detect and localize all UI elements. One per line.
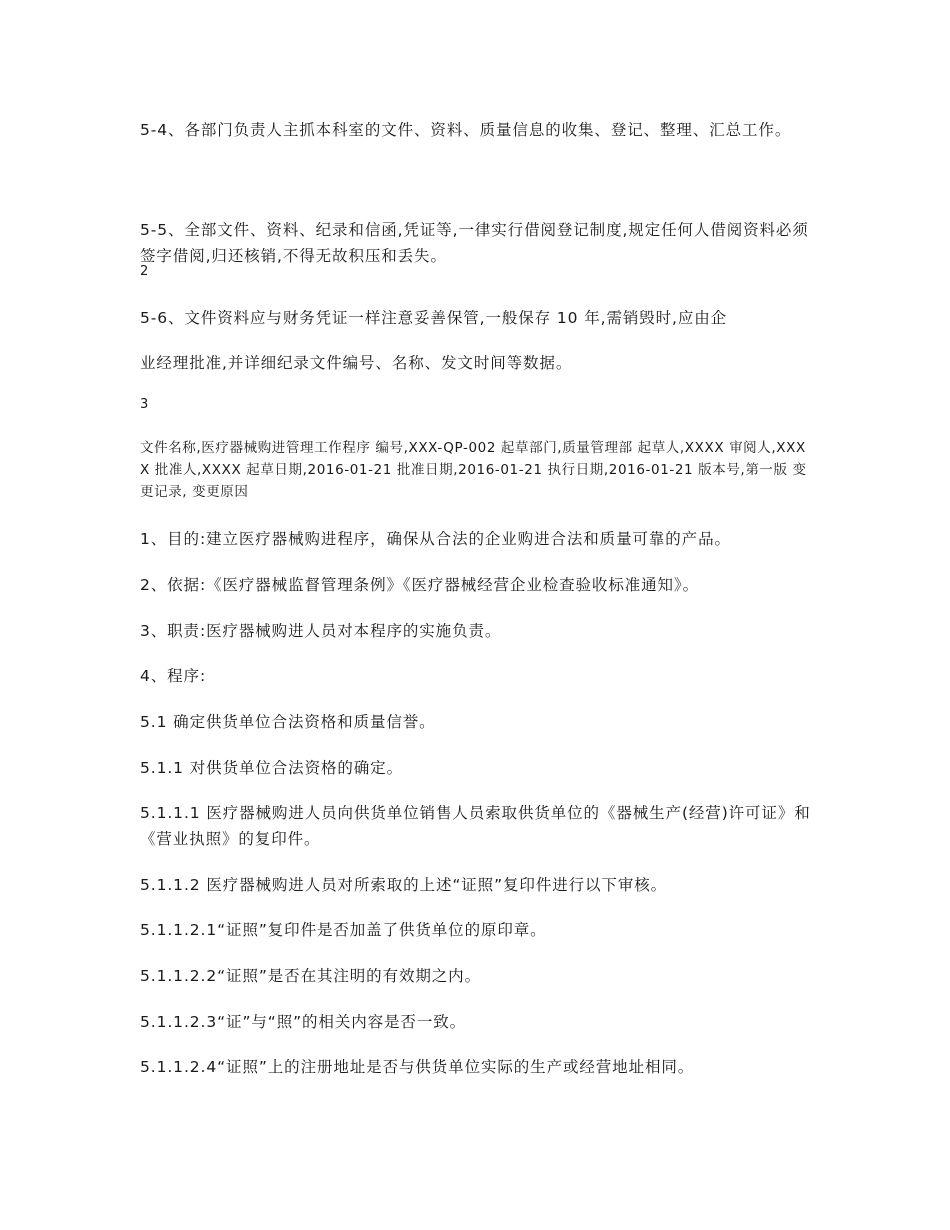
section-1-purpose: 1、目的:建立医疗器械购进程序，确保从合法的企业购进合法和质量可靠的产品。 [140, 530, 731, 548]
section-5-1-1-1: 5.1.1.1 医疗器械购进人员向供货单位销售人员索取供货单位的《器械生产(经营)许可证》和《营业执照》的复印件。 [140, 804, 811, 848]
section-5-1-1-2-2: 5.1.1.2.2“证照”是否在其注明的有效期之内。 [140, 967, 481, 985]
section-2-basis: 2、依据:《医疗器械监督管理条例》《医疗器械经营企业检查验收标准通知》。 [140, 576, 699, 594]
document-header-info: 文件名称,医疗器械购进管理工作程序 编号,XXX-QP-002 起草部门,质量管理部 起草人,XXXX 审阅人,XXXX 批准人,XXXX 起草日期,2016-01-21 批准日期,2016-01-21 执行日期,2016-01-21 版本号,第一版 变更记录, 变更原因 [140, 440, 807, 500]
paragraph-5-6-line-2: 业经理批准,并详细纪录文件编号、名称、发文时间等数据。 [140, 354, 573, 372]
paragraph-5-5: 5-5、全部文件、资料、纪录和信函,凭证等,一律实行借阅登记制度,规定任何人借阅资料必须签字借阅,归还核销,不得无故积压和丢失。 [140, 221, 809, 265]
page-number-3: 3 [140, 397, 149, 412]
section-3-responsibility: 3、职责:医疗器械购进人员对本程序的实施负责。 [140, 622, 502, 640]
section-5-1-1-2: 5.1.1.2 医疗器械购进人员对所索取的上述“证照”复印件进行以下审核。 [140, 876, 668, 894]
section-5-1-1-2-1: 5.1.1.2.1“证照”复印件是否加盖了供货单位的原印章。 [140, 921, 547, 939]
paragraph-5-4: 5-4、各部门负责人主抓本科室的文件、资料、质量信息的收集、登记、整理、汇总工作。 [140, 121, 792, 139]
page-number-2: 2 [140, 264, 149, 279]
section-5-1-1-2-3: 5.1.1.2.3“证”与“照”的相关内容是否一致。 [140, 1013, 467, 1031]
section-5-1: 5.1 确定供货单位合法资格和质量信誉。 [140, 713, 436, 731]
section-5-1-1-2-4: 5.1.1.2.4“证照”上的注册地址是否与供货单位实际的生产或经营地址相同。 [140, 1058, 695, 1076]
section-4-procedure: 4、程序: [140, 667, 207, 685]
section-5-1-1: 5.1.1 对供货单位合法资格的确定。 [140, 759, 403, 777]
paragraph-5-6-line-1: 5-6、文件资料应与财务凭证一样注意妥善保管,一般保存 10 年,需销毁时,应由企 [140, 309, 728, 327]
